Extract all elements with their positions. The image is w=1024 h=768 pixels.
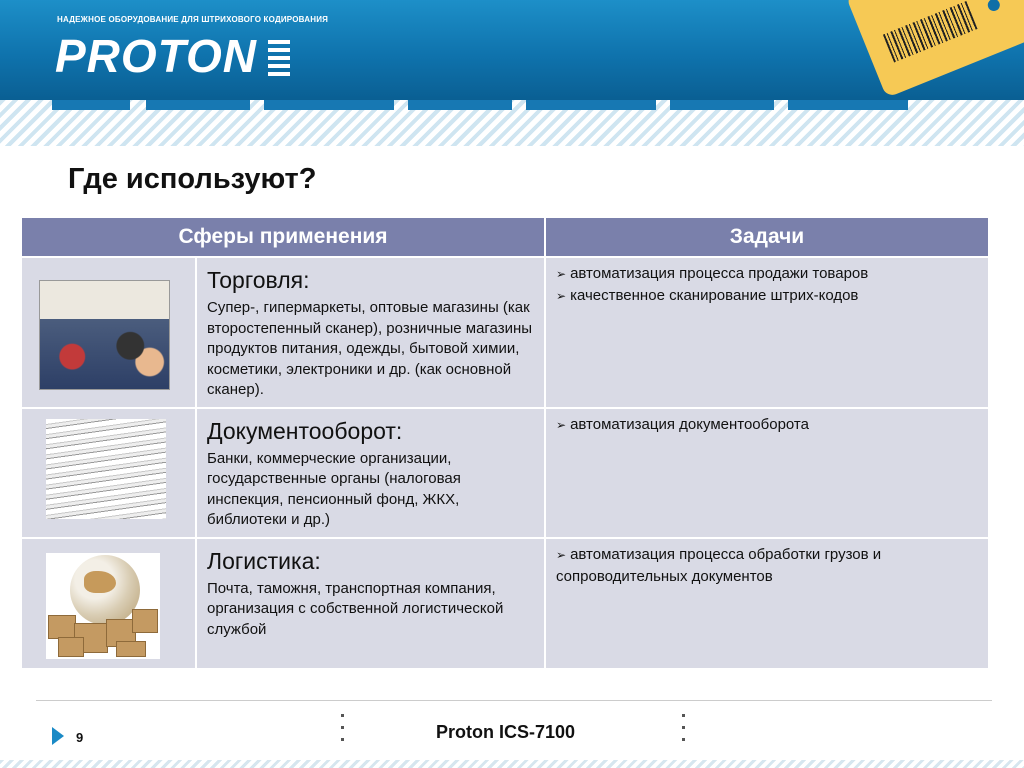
applications-table: [20, 216, 990, 670]
play-arrow-icon: [52, 727, 64, 745]
arrow-bullet-icon: ➢: [556, 267, 567, 281]
documents-photo: [46, 419, 166, 519]
sphere-cell: [196, 257, 545, 408]
product-name: Proton ICS-7100: [436, 722, 576, 742]
tasks-cell: [545, 408, 989, 538]
globe-icon: [70, 555, 140, 625]
price-tag-icon: [846, 0, 1024, 98]
task-item: ➢ автоматизация документооборота: [556, 415, 809, 433]
sphere-name: Торговля:: [207, 267, 310, 293]
table-header-row: [21, 217, 989, 257]
proton-logo: PROTON: [55, 30, 257, 82]
globe-boxes-photo: [46, 553, 160, 659]
header-banner: [0, 0, 1024, 100]
sphere-description: Почта, таможня, транспортная компания, организация с собственной логистической службой: [207, 579, 504, 638]
table-row: [21, 257, 989, 408]
task-item: ➢ автоматизация процесса продажи товаров: [556, 265, 869, 282]
dots-divider: [682, 714, 686, 750]
task-item: ➢ автоматизация процесса обработки грузов и сопроводительных документов: [556, 545, 882, 585]
sphere-cell: [196, 408, 545, 538]
dots-divider: [341, 714, 345, 750]
tag-hole: [986, 0, 1002, 13]
decorative-stripes-bottom: [0, 760, 1024, 768]
documents-image-cell: [21, 408, 196, 538]
tagline: НАДЕЖНОЕ ОБОРУДОВАНИЕ ДЛЯ ШТРИХОВОГО КОДИРОВАНИЯ: [57, 15, 329, 24]
decorative-tabs: [0, 100, 1024, 110]
arrow-bullet-icon: ➢: [556, 289, 567, 303]
retail-image-cell: [21, 257, 196, 408]
tasks-cell: [545, 257, 989, 408]
header-tasks: Задачи: [545, 217, 989, 257]
header-spheres: Сферы применения: [21, 217, 545, 257]
sphere-description: Супер-, гипермаркеты, оптовые магазины (как второстепенный сканер), розничные магазины продуктов питания, одежды, бытовой химии, косметики, электроники и др. (как основной сканер).: [207, 299, 533, 398]
barcode-icon: [883, 1, 978, 63]
page-number: 9: [76, 730, 84, 745]
task-item: ➢ качественное сканирование штрих-кодов: [556, 287, 859, 304]
sphere-name: Документооборот:: [207, 417, 403, 444]
sphere-description: Банки, коммерческие организации, государственные органы (налоговая инспекция, пенсионный фонд, ЖКХ, библиотеки и др.): [207, 449, 461, 528]
retail-photo: [39, 280, 170, 390]
table-row: [21, 538, 989, 669]
arrow-bullet-icon: ➢: [556, 417, 567, 432]
arrow-bullet-icon: ➢: [556, 547, 567, 562]
sphere-cell: [196, 538, 545, 669]
table-row: [21, 408, 989, 538]
page-title: Где используют?: [68, 163, 317, 195]
footer-divider: [36, 700, 992, 701]
logistics-image-cell: [21, 538, 196, 669]
sphere-name: Логистика:: [207, 547, 321, 574]
tasks-cell: [545, 538, 989, 669]
logo-bars-icon: [268, 40, 290, 76]
